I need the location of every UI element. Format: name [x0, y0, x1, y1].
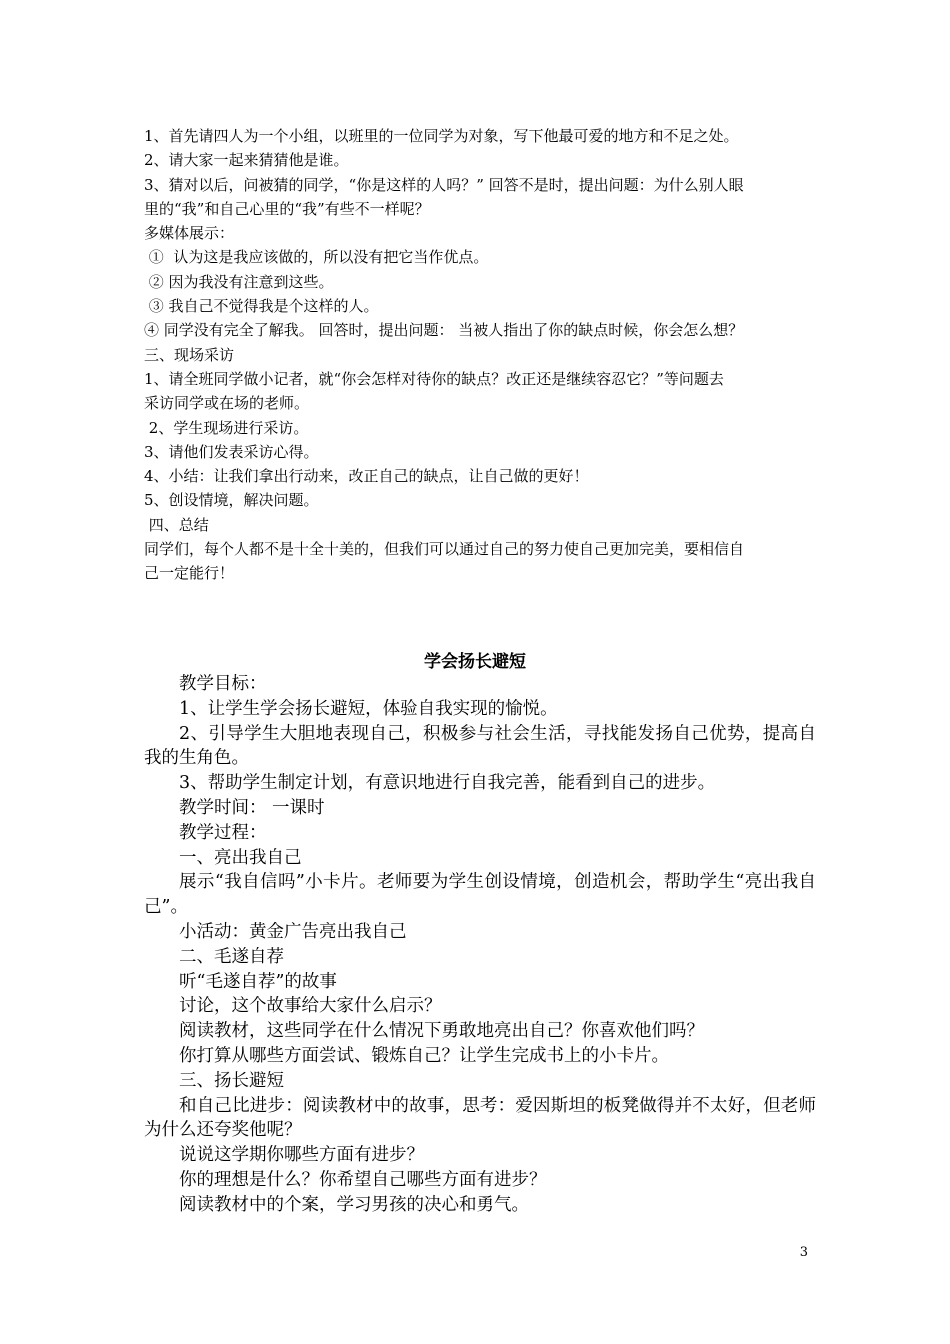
- section-heading: 三、现场采访: [144, 345, 235, 364]
- text-line: ② 因为我没有注意到这些。: [144, 272, 334, 291]
- text-line: 1、首先请四人为一个小组，以班里的一位同学为对象，写下他最可爱的地方和不足之处。: [144, 127, 739, 145]
- text-line: ③ 我自己不觉得我是个这样的人。: [144, 297, 379, 316]
- text-line: 3、猜对以后，问被猜的同学，“你是这样的人吗？” 回答不是时，提出问题：为什么别人眼: [144, 175, 744, 194]
- text-line: ④ 同学没有完全了解我。 回答时，提出问题： 当被人指出了你的缺点时候，你会怎么想？: [144, 321, 744, 340]
- step-text: 讨论，这个故事给大家什么启示？: [179, 996, 442, 1017]
- step-text: 你的理想是什么？你希望自己哪些方面有进步？: [179, 1169, 547, 1190]
- text-line: 3、请他们发表采访心得。: [144, 442, 319, 461]
- text-line: 己一定能行！: [144, 564, 235, 583]
- text-line: 4、小结：让我们拿出行动来，改正自己的缺点，让自己做的更好！: [144, 467, 589, 486]
- step-text: 阅读教材，这些同学在什么情况下勇敢地亮出自己？你喜欢他们吗？: [179, 1021, 704, 1042]
- step-heading: 二、毛遂自荐: [179, 946, 284, 967]
- step-text: 和自己比进步：阅读教材中的故事，思考：爱因斯坦的板凳做得并不太好，但老师为什么还夸奖他呢？: [144, 1095, 816, 1141]
- process-heading: 教学过程：: [179, 822, 267, 843]
- step-text: 听“毛遂自荐”的故事: [179, 971, 337, 992]
- text-line: 多媒体展示：: [144, 224, 235, 243]
- step-text: 小活动：黄金广告亮出我自己: [179, 921, 407, 942]
- step-text: 你打算从哪些方面尝试、锻炼自己？让学生完成书上的小卡片。: [179, 1045, 669, 1066]
- text-line: 里的“我”和自己心里的“我”有些不一样呢？: [144, 199, 430, 218]
- text-line: 1、请全班同学做小记者，就“你会怎样对待你的缺点？改正还是继续容忍它？”等问题去: [144, 369, 724, 388]
- lesson-title: 学会扬长避短: [424, 652, 526, 672]
- step-text: 阅读教材中的个案，学习男孩的决心和勇气。: [179, 1194, 529, 1215]
- goal-item: 3、帮助学生制定计划，有意识地进行自我完善，能看到自己的进步。: [179, 773, 716, 794]
- page-number: 3: [799, 1245, 808, 1260]
- section-heading: 四、总结: [144, 515, 209, 534]
- goal-item: 1、让学生学会扬长避短，体验自我实现的愉悦。: [179, 698, 558, 719]
- text-line: 同学们，每个人都不是十全十美的，但我们可以通过自己的努力使自己更加完美，要相信自: [144, 540, 745, 559]
- step-heading: 一、亮出我自己: [179, 847, 302, 868]
- lesson-time: 教学时间： 一课时: [179, 797, 325, 818]
- text-line: 2、学生现场进行采访。: [144, 418, 309, 437]
- step-heading: 三、扬长避短: [179, 1070, 284, 1091]
- lesson-plan: [144, 672, 816, 1218]
- step-text: 说说这学期你哪些方面有进步？: [179, 1145, 424, 1166]
- goal-heading: 教学目标：: [179, 674, 267, 694]
- step-text: 展示“我自信吗”小卡片。老师要为学生创设情境，创造机会，帮助学生“亮出我自己”。: [144, 872, 816, 918]
- activity-section: [144, 124, 816, 586]
- text-line: 2、请大家一起来猜猜他是谁。: [144, 151, 349, 170]
- text-line: ① 认为这是我应该做的，所以没有把它当作优点。: [144, 248, 489, 267]
- text-line: 5、创设情境，解决问题。: [144, 491, 319, 510]
- text-line: 采访同学或在场的老师。: [144, 394, 310, 413]
- goal-item: 2、引导学生大胆地表现自己，积极参与社会生活，寻找能发扬自己优势，提高自我的生角色。: [144, 723, 816, 769]
